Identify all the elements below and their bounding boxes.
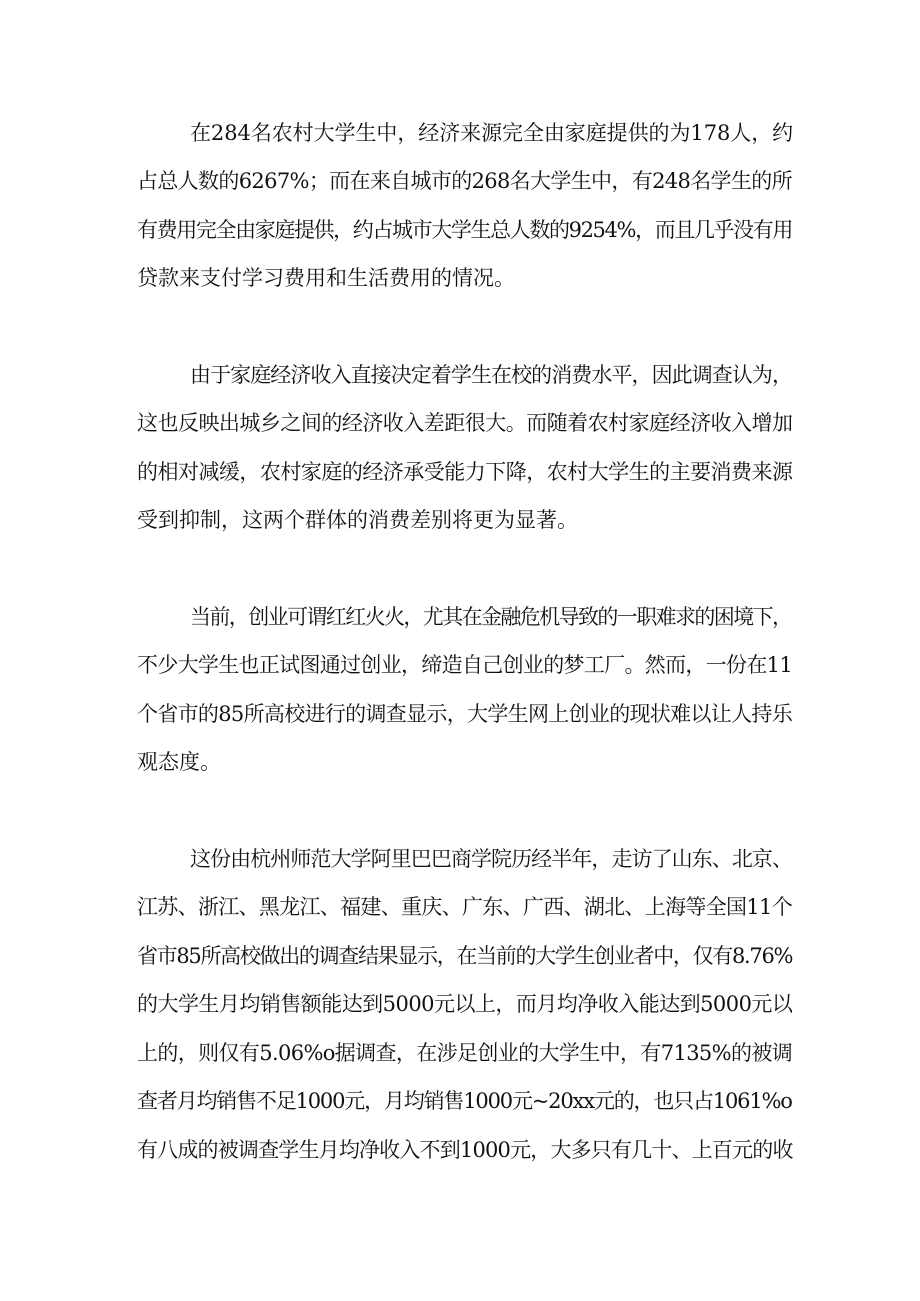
paragraph-4-line-7: 有八成的被调查学生月均净收入不到1000元，大多只有几十、上百元的收 [137, 1138, 793, 1162]
paragraph-3-line-2: 不少大学生也正试图通过创业，缔造自己创业的梦工厂。然而，一份在11 [137, 653, 793, 677]
paragraph-4-line-6: 查者月均销售不足1000元，月均销售1000元~20xx元的，也只占1061%o [137, 1089, 792, 1113]
paragraph-4-line-4: 的大学生月均销售额能达到5000元以上，而月均净收入能达到5000元以 [137, 992, 793, 1016]
paragraph-2-line-4: 受到抑制，这两个群体的消费差别将更为显著。 [137, 508, 578, 532]
paragraph-4-line-3: 省市85所高校做出的调查结果显示，在当前的大学生创业者中，仅有8.76% [137, 944, 793, 968]
paragraph-1-line-3: 有费用完全由家庭提供，约占城市大学生总人数的9254%，而且几乎没有用 [137, 218, 793, 242]
paragraph-3-line-1: 当前，创业可谓红红火火，尤其在金融危机导致的一职难求的困境下， [190, 605, 792, 629]
paragraph-2-line-1: 由于家庭经济收入直接决定着学生在校的消费水平，因此调查认为， [190, 363, 793, 387]
paragraph-4-line-5: 上的，则仅有5.06%o据调查，在涉足创业的大学生中，有7135%的被调 [137, 1041, 793, 1065]
paragraph-4-line-1: 这份由杭州师范大学阿里巴巴商学院历经半年，走访了山东、北京、 [190, 847, 793, 871]
paragraph-4-line-2: 江苏、浙江、黑龙江、福建、重庆、广东、广西、湖北、上海等全国11个 [137, 895, 793, 919]
paragraph-1-line-1: 在284名农村大学生中，经济来源完全由家庭提供的为178人，约 [190, 121, 794, 145]
paragraph-2-line-2: 这也反映出城乡之间的经济收入差距很大。而随着农村家庭经济收入增加 [137, 411, 793, 435]
paragraph-3-line-4: 观态度。 [137, 750, 221, 774]
paragraph-3-line-3: 个省市的85所高校进行的调查显示，大学生网上创业的现状难以让人持乐 [137, 702, 793, 726]
paragraph-2-line-3: 的相对减缓，农村家庭的经济承受能力下降，农村大学生的主要消费来源 [137, 460, 793, 484]
paragraph-1-line-4: 贷款来支付学习费用和生活费用的情况。 [137, 266, 515, 290]
paragraph-1-line-2: 占总人数的6267%；而在来自城市的268名大学生中，有248名学生的所 [137, 169, 792, 193]
